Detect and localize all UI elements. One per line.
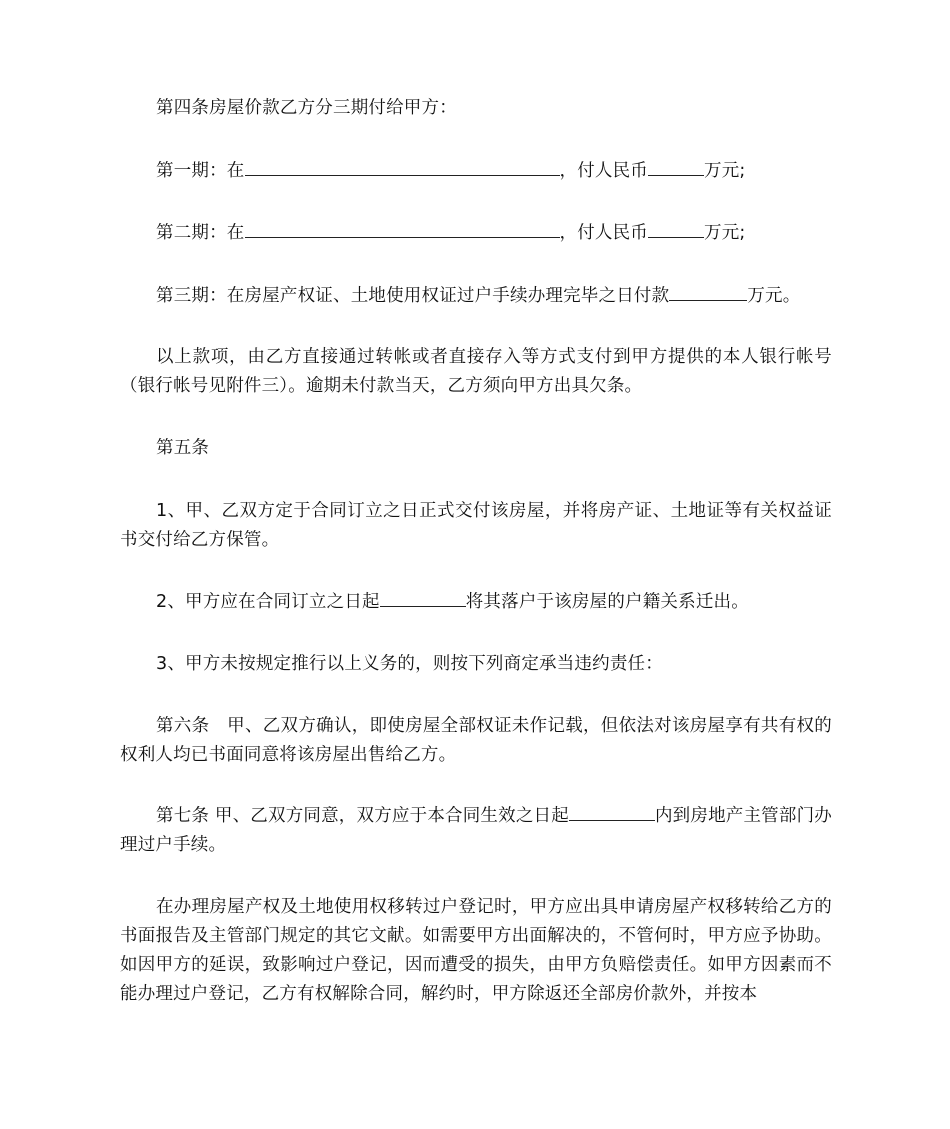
article-6: 第六条 甲、乙双方确认，即使房屋全部权证未作记载，但依法对该房屋享有共有权的权利人均已书面同意将该房屋出售给乙方。 xyxy=(120,716,832,765)
blank-line xyxy=(245,219,560,238)
blank-line xyxy=(648,219,704,238)
article-4-title: 第四条房屋价款乙方分三期付给甲方： xyxy=(156,98,457,118)
article-5-item-2: 2、甲方应在合同订立之日起 将其落户于该房屋的户籍关系迁出。 xyxy=(120,588,832,617)
payment-installment-3: 第三期：在房屋产权证、土地使用权证过户手续办理完毕之日付款 万元。 xyxy=(120,282,832,311)
blank-line xyxy=(669,282,747,301)
article-7: 第七条 甲、乙双方同意，双方应于本合同生效之日起 内到房地产主管部门办理过户手续。 xyxy=(120,802,832,860)
blank-line xyxy=(648,157,704,176)
article-5-item-1: 1、甲、乙双方定于合同订立之日正式交付该房屋，并将房产证、土地证等有关权益证书交付给乙方保管。 xyxy=(120,501,832,550)
blank-line xyxy=(245,157,560,176)
payment-installment-2: 第二期：在 ，付人民币 万元; xyxy=(120,219,832,248)
article-5-title: 第五条 xyxy=(156,438,210,458)
article-5-item-3: 3、甲方未按规定推行以上义务的，则按下列商定承当违约责任： xyxy=(156,654,663,674)
blank-line xyxy=(380,588,466,607)
payment-installment-1: 第一期：在 ，付人民币 万元; xyxy=(120,157,832,186)
blank-line xyxy=(569,802,655,821)
transfer-registration-paragraph: 在办理房屋产权及土地使用权移转过户登记时，甲方应出具申请房屋产权移转给乙方的书面报告及主管部门规定的其它文献。如需要甲方出面解决的，不管何时，甲方应予协助。如因甲方的延误，致影响过户登记，因而遭受的损失，由甲方负赔偿责任。如甲方因素而不能办理过户登记，乙方有权解除合同，解约时，甲方除返还全部房价款外，并按本 xyxy=(120,897,832,1004)
payment-note: 以上款项，由乙方直接通过转帐或者直接存入等方式支付到甲方提供的本人银行帐号（银行帐号见附件三）。逾期未付款当天，乙方须向甲方出具欠条。 xyxy=(120,347,832,396)
